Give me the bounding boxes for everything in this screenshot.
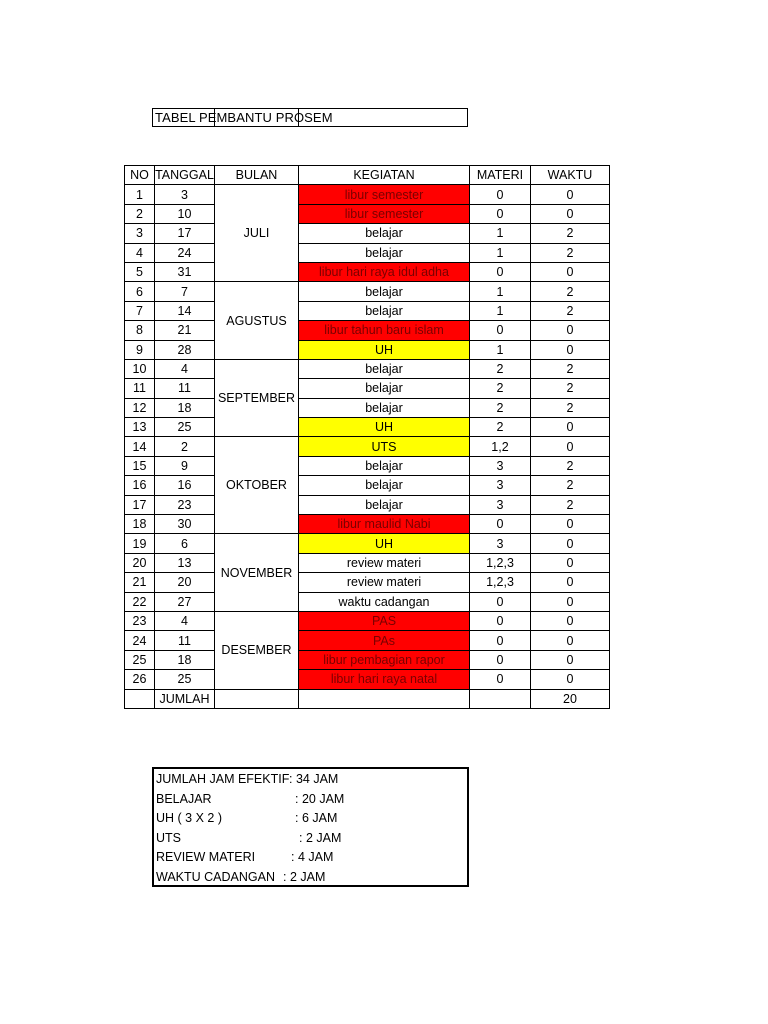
cell-no: 5	[125, 262, 155, 281]
cell-waktu: 0	[531, 340, 610, 359]
cell-kegiatan: UH	[299, 340, 470, 359]
cell-materi: 1,2,3	[470, 553, 531, 572]
cell-kegiatan: review materi	[299, 573, 470, 592]
cell-kegiatan: PAS	[299, 611, 470, 630]
cell-waktu: 2	[531, 224, 610, 243]
cell-no: 2	[125, 204, 155, 223]
summary-label: UTS	[156, 830, 181, 845]
cell-waktu: 0	[531, 534, 610, 553]
cell-materi: 0	[470, 185, 531, 204]
table-row	[125, 262, 610, 281]
summary-value: : 20 JAM	[295, 791, 345, 806]
footer-row	[125, 689, 610, 708]
cell-materi: 2	[470, 359, 531, 378]
cell-bulan: AGUSTUS	[215, 282, 299, 360]
cell-kegiatan: belajar	[299, 456, 470, 475]
cell-bulan: SEPTEMBER	[215, 359, 299, 437]
cell-materi: 0	[470, 592, 531, 611]
cell-tanggal: 20	[155, 573, 215, 592]
cell-waktu: 0	[531, 670, 610, 689]
cell-waktu: 0	[531, 418, 610, 437]
footer-empty	[215, 689, 299, 708]
cell-tanggal: 25	[155, 670, 215, 689]
cell-kegiatan: libur hari raya idul adha	[299, 262, 470, 281]
cell-no: 4	[125, 243, 155, 262]
cell-kegiatan: libur tahun baru islam	[299, 321, 470, 340]
table-row	[125, 321, 610, 340]
cell-tanggal: 18	[155, 650, 215, 669]
cell-tanggal: 25	[155, 418, 215, 437]
cell-waktu: 2	[531, 495, 610, 514]
table-row	[125, 456, 610, 475]
cell-waktu: 0	[531, 321, 610, 340]
cell-no: 13	[125, 418, 155, 437]
cell-tanggal: 3	[155, 185, 215, 204]
summary-value: : 6 JAM	[295, 811, 338, 826]
cell-tanggal: 4	[155, 359, 215, 378]
cell-materi: 0	[470, 515, 531, 534]
cell-tanggal: 24	[155, 243, 215, 262]
header-row	[125, 166, 610, 185]
cell-waktu: 0	[531, 515, 610, 534]
cell-no: 23	[125, 611, 155, 630]
page-title: TABEL PEMBANTU PROSEM	[155, 110, 333, 125]
cell-materi: 3	[470, 456, 531, 475]
table-row	[125, 359, 610, 378]
summary-label: WAKTU CADANGAN	[156, 870, 275, 884]
cell-materi: 0	[470, 631, 531, 650]
cell-kegiatan: belajar	[299, 301, 470, 320]
header-bulan: BULAN	[215, 166, 299, 185]
cell-materi: 0	[470, 611, 531, 630]
table-row	[125, 243, 610, 262]
cell-materi: 3	[470, 534, 531, 553]
cell-tanggal: 18	[155, 398, 215, 417]
cell-materi: 0	[470, 204, 531, 223]
cell-kegiatan: belajar	[299, 398, 470, 417]
summary-label: BELAJAR	[156, 791, 212, 806]
cell-waktu: 2	[531, 456, 610, 475]
table-row	[125, 437, 610, 456]
summary-label: REVIEW MATERI	[156, 850, 256, 865]
cell-materi: 2	[470, 379, 531, 398]
table-row	[125, 534, 610, 553]
cell-kegiatan: libur hari raya natal	[299, 670, 470, 689]
header-materi: MATERI	[470, 166, 531, 185]
table-row	[125, 398, 610, 417]
summary-line	[156, 829, 342, 848]
cell-waktu: 2	[531, 359, 610, 378]
footer-empty	[125, 689, 155, 708]
title-box	[152, 108, 468, 127]
cell-waktu: 0	[531, 573, 610, 592]
cell-kegiatan: belajar	[299, 282, 470, 301]
cell-tanggal: 16	[155, 476, 215, 495]
cell-materi: 1	[470, 340, 531, 359]
table-row	[125, 476, 610, 495]
table-row	[125, 515, 610, 534]
cell-materi: 0	[470, 670, 531, 689]
summary-value: : 2 JAM	[299, 830, 342, 845]
cell-waktu: 2	[531, 243, 610, 262]
header-tanggal: TANGGAL	[155, 166, 215, 185]
cell-no: 9	[125, 340, 155, 359]
footer-label: JUMLAH	[155, 689, 215, 708]
cell-kegiatan: libur maulid Nabi	[299, 515, 470, 534]
table-row	[125, 495, 610, 514]
cell-no: 12	[125, 398, 155, 417]
cell-no: 20	[125, 553, 155, 572]
table-row	[125, 379, 610, 398]
cell-kegiatan: libur pembagian rapor	[299, 650, 470, 669]
cell-no: 26	[125, 670, 155, 689]
cell-tanggal: 27	[155, 592, 215, 611]
cell-waktu: 0	[531, 592, 610, 611]
table-row	[125, 204, 610, 223]
cell-kegiatan: UH	[299, 418, 470, 437]
cell-no: 8	[125, 321, 155, 340]
cell-bulan: DESEMBER	[215, 611, 299, 689]
header-waktu: WAKTU	[531, 166, 610, 185]
cell-no: 3	[125, 224, 155, 243]
cell-tanggal: 13	[155, 553, 215, 572]
cell-waktu: 0	[531, 204, 610, 223]
cell-no: 24	[125, 631, 155, 650]
table-body	[125, 166, 610, 709]
cell-kegiatan: belajar	[299, 224, 470, 243]
table-row	[125, 631, 610, 650]
cell-materi: 0	[470, 262, 531, 281]
cell-no: 10	[125, 359, 155, 378]
cell-materi: 1,2,3	[470, 573, 531, 592]
cell-tanggal: 14	[155, 301, 215, 320]
cell-tanggal: 4	[155, 611, 215, 630]
summary-box	[152, 767, 469, 887]
cell-tanggal: 17	[155, 224, 215, 243]
cell-tanggal: 7	[155, 282, 215, 301]
summary-label: JUMLAH JAM EFEKTIF	[156, 772, 290, 786]
cell-materi: 2	[470, 418, 531, 437]
cell-waktu: 2	[531, 476, 610, 495]
table-row	[125, 650, 610, 669]
cell-waktu: 0	[531, 437, 610, 456]
cell-tanggal: 6	[155, 534, 215, 553]
cell-no: 14	[125, 437, 155, 456]
cell-waktu: 2	[531, 301, 610, 320]
cell-tanggal: 9	[155, 456, 215, 475]
cell-tanggal: 31	[155, 262, 215, 281]
cell-tanggal: 28	[155, 340, 215, 359]
cell-materi: 3	[470, 476, 531, 495]
cell-tanggal: 2	[155, 437, 215, 456]
table-row	[125, 185, 610, 204]
cell-no: 7	[125, 301, 155, 320]
cell-kegiatan: UH	[299, 534, 470, 553]
summary-line	[156, 848, 334, 867]
cell-materi: 2	[470, 398, 531, 417]
summary-line	[156, 770, 339, 789]
table-row	[125, 553, 610, 572]
cell-tanggal: 11	[155, 379, 215, 398]
table-row	[125, 340, 610, 359]
cell-tanggal: 11	[155, 631, 215, 650]
cell-no: 11	[125, 379, 155, 398]
summary-label: UH ( 3 X 2 )	[156, 811, 222, 826]
footer-empty	[470, 689, 531, 708]
table-row	[125, 611, 610, 630]
cell-kegiatan: libur semester	[299, 185, 470, 204]
header-no: NO	[125, 166, 155, 185]
cell-kegiatan: belajar	[299, 476, 470, 495]
cell-waktu: 0	[531, 650, 610, 669]
cell-materi: 1	[470, 243, 531, 262]
table-row	[125, 592, 610, 611]
cell-waktu: 0	[531, 553, 610, 572]
cell-no: 6	[125, 282, 155, 301]
cell-materi: 1,2	[470, 437, 531, 456]
cell-waktu: 0	[531, 631, 610, 650]
cell-materi: 1	[470, 301, 531, 320]
summary-value: : 4 JAM	[291, 850, 334, 865]
cell-no: 17	[125, 495, 155, 514]
summary-line	[156, 790, 345, 809]
table-row	[125, 224, 610, 243]
cell-kegiatan: libur semester	[299, 204, 470, 223]
cell-no: 15	[125, 456, 155, 475]
cell-materi: 0	[470, 650, 531, 669]
cell-waktu: 0	[531, 185, 610, 204]
cell-materi: 1	[470, 224, 531, 243]
cell-kegiatan: review materi	[299, 553, 470, 572]
cell-no: 18	[125, 515, 155, 534]
cell-waktu: 0	[531, 262, 610, 281]
summary-line	[156, 809, 338, 828]
cell-materi: 0	[470, 321, 531, 340]
prosem-table	[124, 165, 610, 709]
cell-waktu: 2	[531, 282, 610, 301]
cell-materi: 1	[470, 282, 531, 301]
summary-value: : 34 JAM	[289, 772, 339, 786]
cell-kegiatan: belajar	[299, 379, 470, 398]
cell-waktu: 2	[531, 398, 610, 417]
cell-materi: 3	[470, 495, 531, 514]
cell-kegiatan: belajar	[299, 243, 470, 262]
cell-bulan: OKTOBER	[215, 437, 299, 534]
table-row	[125, 282, 610, 301]
cell-bulan: JULI	[215, 185, 299, 282]
cell-kegiatan: belajar	[299, 495, 470, 514]
cell-tanggal: 30	[155, 515, 215, 534]
footer-empty	[299, 689, 470, 708]
summary-value: : 2 JAM	[283, 870, 326, 884]
cell-no: 19	[125, 534, 155, 553]
cell-tanggal: 23	[155, 495, 215, 514]
cell-tanggal: 10	[155, 204, 215, 223]
summary-line	[156, 868, 326, 887]
table-row	[125, 573, 610, 592]
cell-tanggal: 21	[155, 321, 215, 340]
cell-no: 21	[125, 573, 155, 592]
cell-waktu: 0	[531, 611, 610, 630]
cell-no: 16	[125, 476, 155, 495]
cell-kegiatan: belajar	[299, 359, 470, 378]
cell-no: 25	[125, 650, 155, 669]
cell-kegiatan: PAs	[299, 631, 470, 650]
cell-no: 22	[125, 592, 155, 611]
table-row	[125, 670, 610, 689]
cell-bulan: NOVEMBER	[215, 534, 299, 612]
table-row	[125, 418, 610, 437]
table-row	[125, 301, 610, 320]
cell-no: 1	[125, 185, 155, 204]
footer-total: 20	[531, 689, 610, 708]
cell-kegiatan: waktu cadangan	[299, 592, 470, 611]
cell-waktu: 2	[531, 379, 610, 398]
cell-kegiatan: UTS	[299, 437, 470, 456]
header-kegiatan: KEGIATAN	[299, 166, 470, 185]
